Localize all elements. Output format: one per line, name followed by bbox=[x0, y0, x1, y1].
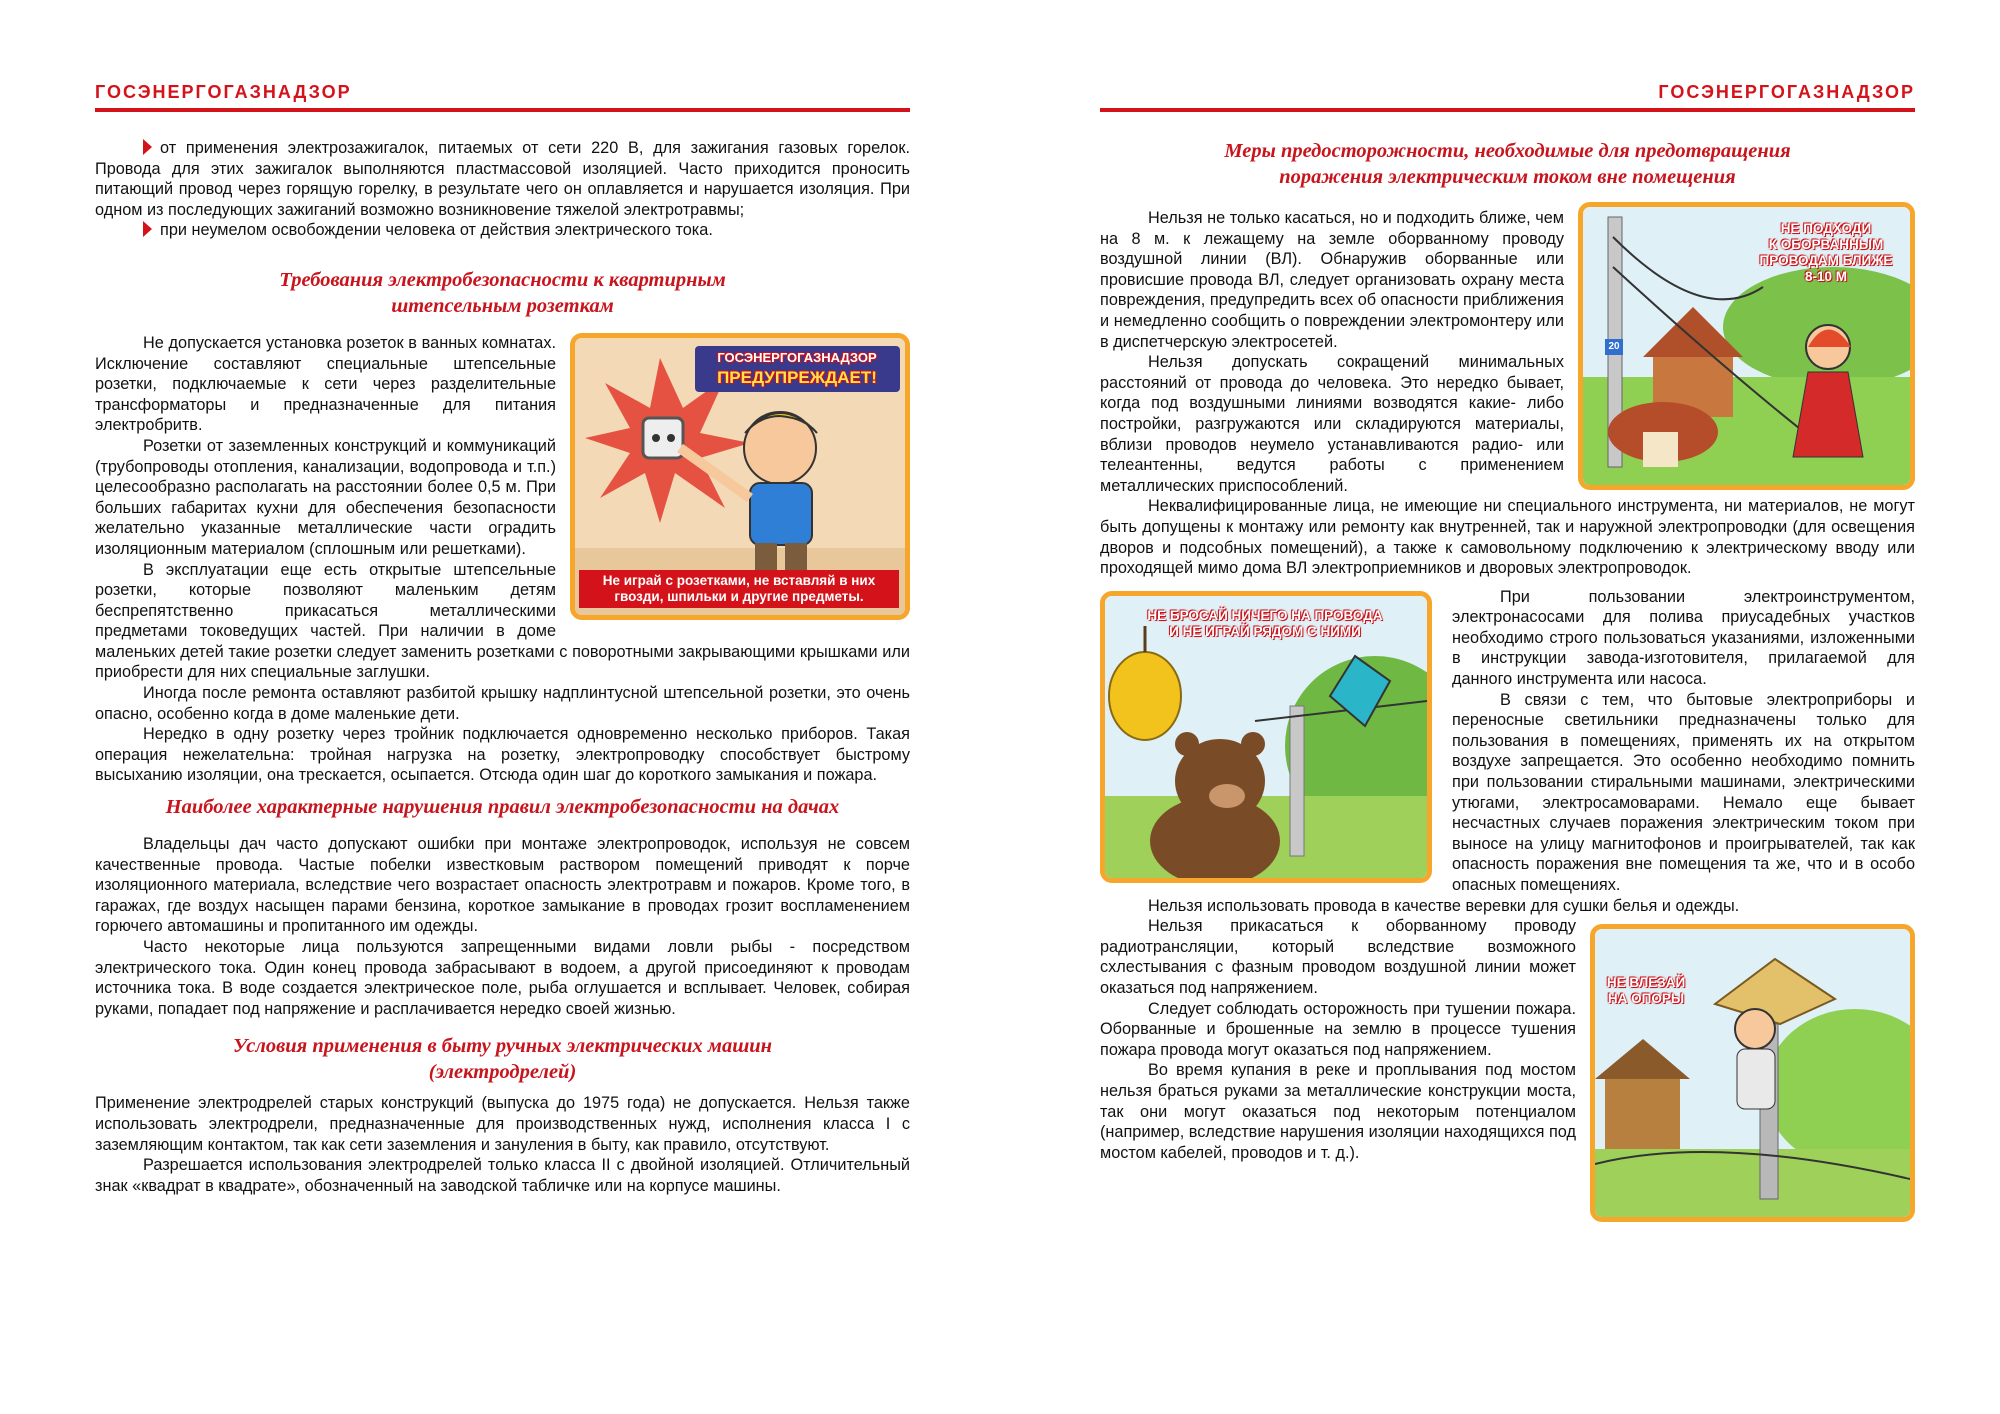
socket-caption: Не играй с розетками, не вставляй в них гвозди, шпильки и другие предметы. bbox=[579, 570, 899, 608]
pole-caption: НЕ ВЛЕЗАЙ НА ОПОРЫ bbox=[1606, 975, 1686, 1007]
pole-number: 20 bbox=[1605, 339, 1623, 355]
socket-warning-illustration bbox=[570, 333, 910, 620]
outdoor-paragraph-8: Следует соблюдать осторожность при тушении пожара. Оборванные и брошенные на землю в процессе тушения пожара провода могут оказаться под напряжением. bbox=[1100, 999, 1576, 1059]
wires-caption: НЕ ПОДХОДИ К ОБОРВАННЫМ ПРОВОДАМ БЛИЖЕ 8-10 М bbox=[1759, 221, 1893, 284]
outdoor-paragraph-5: В связи с тем, что бытовые электроприборы и переносные светильники предназначены только для пользования в помещениях, применять их на открытом воздухе запрещается. Это особенно необходимо помнить при пользовании стиральными машинами, электрическими утюгами, электросамоварами. Немало еще бывает несчастных случаев поражения электрическим током при выносе на улицу магнитофонов и проигрывателей, так как опасность поражения вне помещения та же, что и в особо опасных помещениях. bbox=[1452, 690, 1915, 894]
dacha-paragraph-1: Владельцы дач часто допускают ошибки при монтаже электропроводок, используя не совсем качественные провода. Частые побелки известковым раствором помещений приводят к порче изоляционного материала, вследствие чего возрастает опасность электротравм и пожаров. Кроме того, в гаражах, где воздух насыщен парами бензина, короткое замыкание в проводах грозит воспламенением горючего автомашины и пропитанного им одежды. bbox=[95, 835, 910, 936]
brand-header-right: ГОСЭНЕРГОГАЗНАДЗОР bbox=[1658, 82, 1915, 102]
outdoor-paragraph-6: Нельзя использовать провода в качестве веревки для сушки белья и одежды. bbox=[1148, 896, 1740, 915]
section-title-sockets: Требования электробезопасности к квартирным штепсельным розеткам bbox=[279, 268, 726, 317]
brand-header-left: ГОСЭНЕРГОГАЗНАДЗОР bbox=[95, 82, 352, 102]
section-title-dacha: Наиболее характерные нарушения правил электробезопасности на дачах bbox=[165, 796, 840, 819]
right-content bbox=[1100, 138, 1915, 1228]
bullet-item-1: от применения электрозажигалок, питаемых от сети 220 В, для зажигания газовых горелок. Провода для этих зажигалок выполняются пластмассовой изоляцией. Часто приходится проносить питающий провод через горящую горелку, в результате чего он оплавляется и нарушается изоляция. При одном из последующих зажиганий возможно возникновение тяжелой электротравмы; bbox=[95, 139, 910, 219]
drills-paragraph-2: Разрешается использования электродрелей только класса II с двойной изоляцией. Отличительный знак «квадрат в квадрате», обозначенный на заводской табличке или на корпусе машины. bbox=[95, 1156, 910, 1195]
sockets-paragraph-2: Розетки от заземленных конструкций и коммуникаций (трубопроводы отопления, канализации, водопровода и т.п.) целесообразно располагать на расстоянии более 0,5 м. При больших габаритах кухни для обеспечения безопасности желательно указанные металлические части оградить изоляционным материалом (сплошным или решетками). bbox=[95, 436, 556, 558]
header-rule-left bbox=[95, 108, 910, 112]
sockets-paragraph-5: Нередко в одну розетку через тройник подключается одновременно несколько приборов. Такая операция нежелательна: тройная нагрузка на розетку, электропроводку способствует быстрому высыханию изоляции, она трескается, осыпается. Отсюда один шаг до короткого замыкания и пожара. bbox=[95, 725, 910, 785]
outdoor-paragraph-3: Неквалифицированные лица, не имеющие ни специального инструмента, ни материалов, не могут быть допущены к монтажу или ремонту как внутренней, так и наружной электропроводки (для освещения дворов и подсобных помещений), а также к самовольному подключению к электрическому вводу или проходящей мимо дома ВЛ электроприемников и дворовых электропроводок. bbox=[1100, 497, 1915, 578]
sockets-paragraph-4: Иногда после ремонта оставляют разбитой крышку надплинтусной штепсельной розетки, это очень опасно, особенно когда в доме маленькие дети. bbox=[95, 684, 910, 723]
broken-wires-illustration bbox=[1578, 202, 1915, 490]
bullet-arrow-icon bbox=[143, 221, 152, 237]
bear-kite-illustration bbox=[1100, 591, 1432, 883]
bird-pole-drawing bbox=[1595, 929, 1910, 1217]
banner-agency: ГОСЭНЕРГОГАЗНАДЗОР bbox=[717, 349, 877, 365]
bear-caption: НЕ БРОСАЙ НИЧЕГО НА ПРОВОДА И НЕ ИГРАЙ РЯДОМ С НИМИ bbox=[1147, 607, 1383, 639]
drills-paragraph-1: Применение электродрелей старых конструкций (выпуска до 1975 года) не допускается. Нельзя также использовать электродрели, предназначенные для производственных нужд, исполнения класса I с заземляющим контактом, так как сети заземления и зануления в быту, как правило, отсутствуют. bbox=[95, 1094, 910, 1154]
outdoor-paragraph-4: При пользовании электроинструментом, электронасосами для полива приусадебных участков необходимо строго пользоваться указаниями, изложенными в инструкции завода-изготовителя, прилагаемой для данного инструмента или насоса. bbox=[1452, 587, 1915, 689]
section-title-outdoor: Меры предосторожности, необходимые для предотвращения поражения электрическим током вне помещения bbox=[1224, 140, 1791, 188]
outdoor-paragraph-2: Нельзя допускать сокращений минимальных расстояний от провода до человека. Это нередко бывает, когда под воздушными линиями возводятся какие- либо постройки, разгружаются или складируются материалы, вблизи проводов неумело устанавливаются радио- или телеантенны, ведутся работы с применением металлических приспособлений. bbox=[1100, 353, 1564, 495]
right-page bbox=[1100, 0, 1915, 1414]
left-content bbox=[95, 138, 910, 1196]
bullet-arrow-icon bbox=[143, 139, 152, 155]
header-rule-right bbox=[1100, 108, 1915, 112]
sockets-paragraph-3: В эксплуатации еще есть открытые штепсельные розетки, которые позволяют маленьким детям беспрепятственно прикасаться металлическими предметами токоведущих частей. При наличии в доме маленьких детей такие розетки следует заменить розетками с поворотными закрывающими крышками или приобрести для них специальные заглушки. bbox=[95, 560, 910, 682]
bullet-item-2: при неумелом освобождении человека от действия электрического тока. bbox=[95, 220, 910, 241]
outdoor-paragraph-7: Нельзя прикасаться к оборванному проводу радиотрансляции, который вследствие возможного схлестывания с фазным проводом воздушной линии может оказаться под напряжением. bbox=[1100, 917, 1576, 997]
climbing-pole-illustration bbox=[1590, 924, 1915, 1222]
outdoor-paragraph-1: Нельзя не только касаться, но и подходить ближе, чем на 8 м. к лежащему на земле оборванному проводу воздушной линии (ВЛ). Обнаружив оборванные или провисшие провода ВЛ, следует организовать охрану места повреждения, предупредить всех об опасности приближения и немедленно сообщить о повреждении электромонтеру или в диспетчерскую электросетей. bbox=[1100, 209, 1564, 351]
outdoor-paragraph-9: Во время купания в реке и проплывания под мостом нельзя браться руками за металлические конструкции моста, так они могут оказаться под некоторым потенциалом (например, вследствие нарушения изоляции находящихся под мостом кабелей, проводов и т. д.). bbox=[1100, 1061, 1576, 1162]
banner-warning: ПРЕДУПРЕЖДАЕТ! bbox=[717, 367, 877, 387]
dacha-paragraph-2: Часто некоторые лица пользуются запрещенными видами ловли рыбы - посредством электрического тока. Один конец провода забрасывают в водоем, а другой присоединяют к проводам источника тока. В воде создается электрическое поле, рыба оглушается и всплывает. Человек, собирая руками, попадает под напряжение и расплачивается нередко своей жизнью. bbox=[95, 938, 910, 1018]
left-page bbox=[95, 0, 910, 1414]
sockets-paragraph-1: Не допускается установка розеток в ванных комнатах. Исключение составляют специальные штепсельные розетки, подключаемые к сети через разделительные трансформаторы и предназначенные для питания электробритв. bbox=[95, 333, 556, 435]
section-title-drills: Условия применения в быту ручных электрических машин (электродрелей) bbox=[232, 1035, 773, 1084]
